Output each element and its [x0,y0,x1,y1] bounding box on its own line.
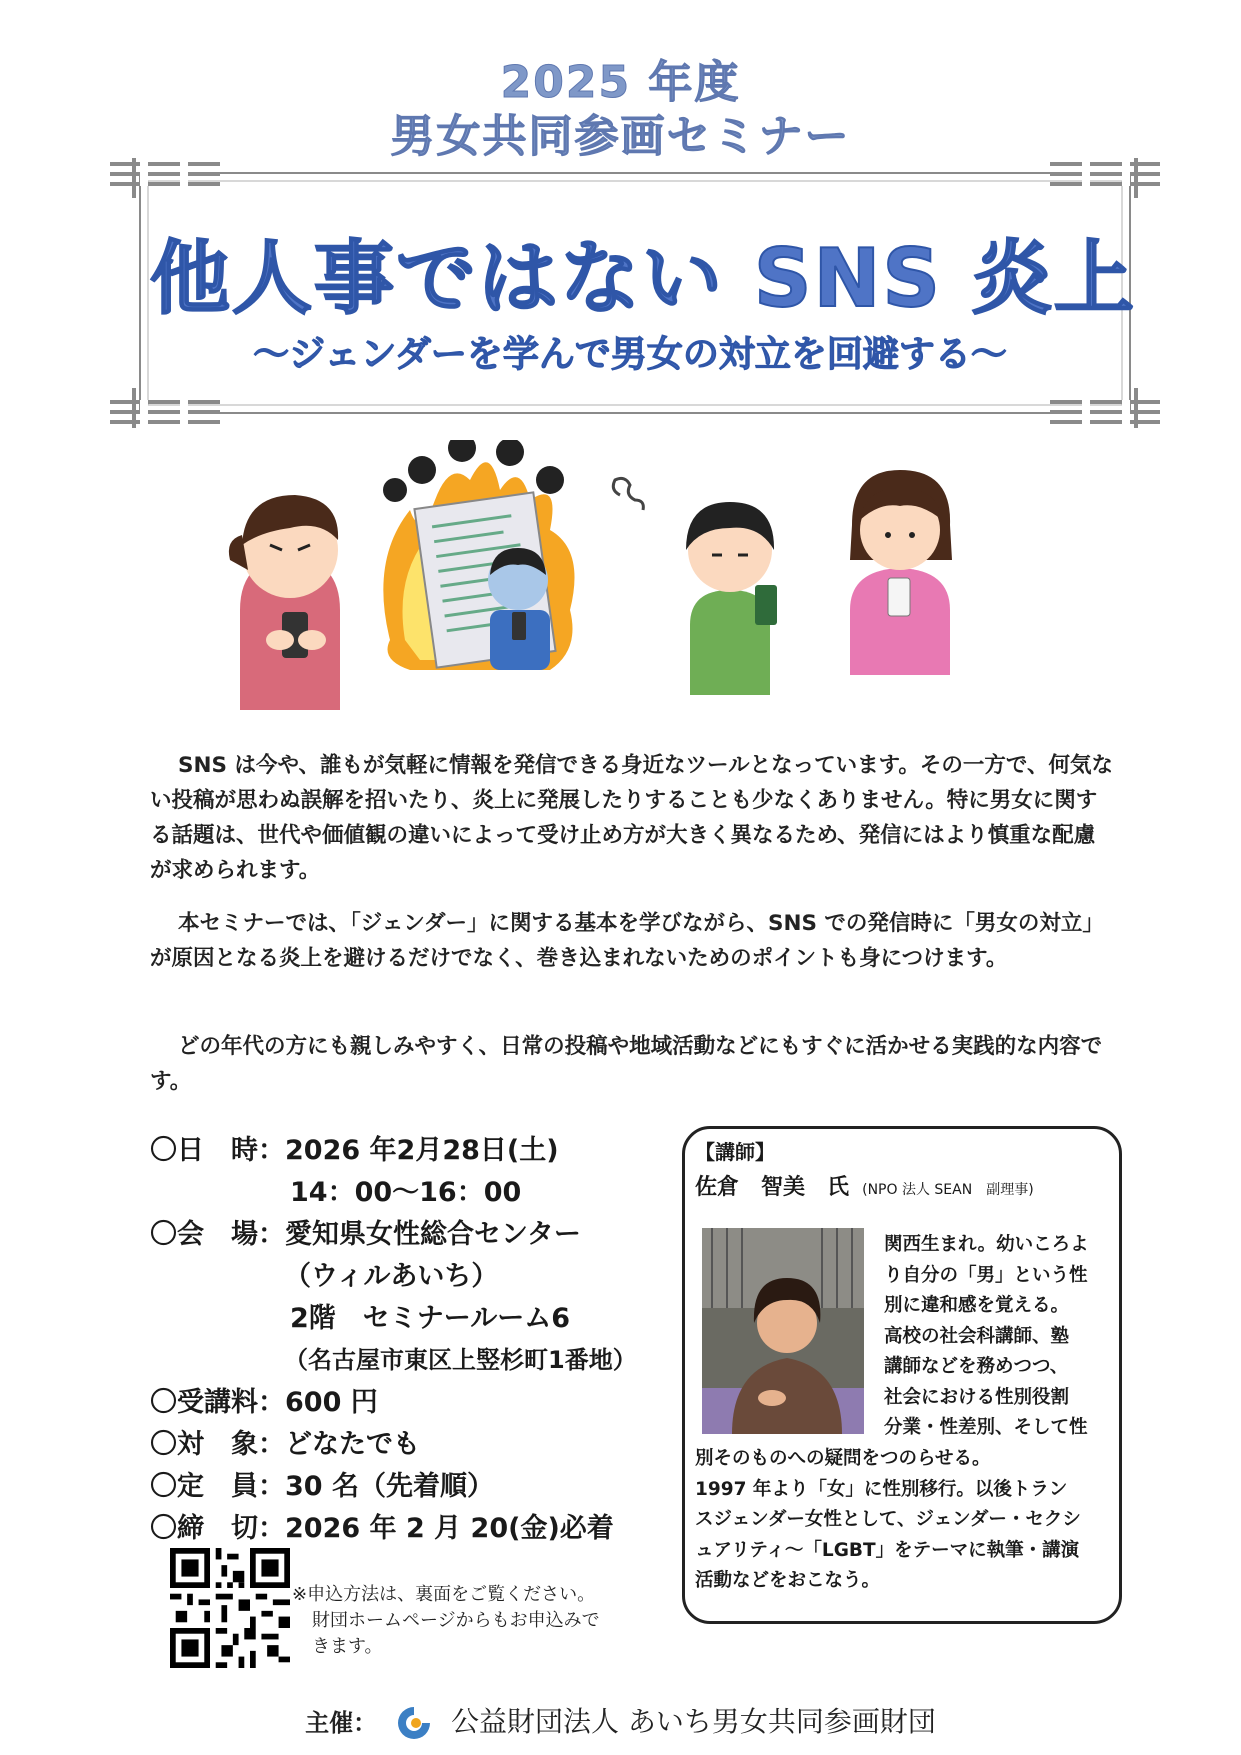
bio-side-line: 高校の社会科講師、塾 [884,1325,1070,1347]
bio-full-line: 別そのものへの疑問をつのらせる。 [695,1448,991,1469]
target-value: どなたでも [285,1429,420,1460]
bio-full-line: 活動などをおこなう。 [695,1570,881,1591]
venue-label: 〇会 場： [150,1219,285,1250]
seminar-series: 男女共同参画セミナー [390,111,851,162]
organizer [0,1700,1241,1743]
time-value: 14：00～16：00 [290,1177,522,1208]
lecturer-affiliation: (NPO 法人 SEAN 副理事) [862,1182,1034,1198]
capacity-label: 〇定 員： [150,1471,285,1502]
venue-value: 愛知県女性総合センター [285,1219,581,1250]
target-row [150,1422,420,1461]
apply-note-line-1: ※申込方法は、裏面をご覧ください。 [292,1584,596,1605]
main-title: 他人事ではない SNS 炎上 [150,232,1136,325]
date-label: 〇日 時： [150,1135,285,1166]
lecturer-photo [702,1228,864,1434]
apply-note [292,1582,600,1660]
target-label: 〇対 象： [150,1429,285,1460]
fee-label: 〇受講料： [150,1387,285,1418]
sns-flaming-illustration [200,440,1080,730]
venue-address: （名古屋市東区上竪杉町1番地） [284,1346,637,1374]
organizer-name: 公益財団法人 あいち男女共同参画財団 [450,1705,936,1738]
venue-nickname: （ウィルあいち） [284,1261,499,1292]
angry-woman-figure [229,495,340,710]
deadline-value: 2026 年 2 月 20(金)必着 [285,1513,614,1544]
flaming-document [383,440,575,670]
bio-full-line: ュアリティ～「LGBT」をテーマに執筆・講演 [695,1539,1080,1561]
foundation-logo-icon [394,1703,434,1743]
organizer-label: 主催： [305,1709,378,1737]
capacity-value: 30 名（先着順） [285,1471,494,1502]
date-value: 2026 年2月28日(土) [285,1135,559,1166]
capacity-row [150,1464,494,1503]
bio-full-line: スジェンダー女性として、ジェンダー・セクシ [695,1509,1081,1530]
lecturer-name: 佐倉 智美 氏 [695,1175,850,1200]
bio-side-line: 別に違和感を覚える。 [884,1295,1070,1316]
date-row [150,1128,559,1167]
venue-room: 2階 セミナールーム6 [290,1303,571,1334]
qr-code[interactable] [170,1548,290,1668]
venue-row [150,1212,581,1251]
lecturer-heading: 【講師】 [695,1140,775,1164]
bio-side-line: 社会における性別役割 [884,1386,1070,1408]
intro-paragraph-1: SNS は今や、誰もが気軽に情報を発信できる身近なツールとなっています。その一方で、何気ない投稿が思わぬ誤解を招いたり、炎上に発展したりすることも少なくありません。特に男女に関する話題は、世代や価値観の違いによって受け止め方が大きく異なるため、発信にはより慎重な配慮が求められます。 [150,753,1113,883]
bio-full-line: 1997 年より「女」に性別移行。以後トラン [695,1478,1068,1500]
bio-side-line: 関西生まれ。幼いころよ [884,1234,1089,1255]
fee-row [150,1380,378,1419]
intro-paragraph-3: どの年代の方にも親しみやすく、日常の投稿や地域活動などにもすぐに活かせる実践的な内容です。 [150,1034,1103,1094]
bio-side-line: 分業・性差別、そして性 [884,1417,1088,1438]
intro-paragraph-2: 本セミナーでは、「ジェンダー」に関する基本を学びながら、SNS での発信時に「男女の対立」が原因となる炎上を避けるだけでなく、巻き込まれないためのポイントも身につけます。 [150,911,1104,971]
bio-side-line: り自分の「男」という性 [884,1264,1088,1286]
worried-woman-figure [850,470,952,675]
annoyed-boy-figure [613,478,777,695]
deadline-label: 〇締 切： [150,1513,285,1544]
lecturer-bio-side [884,1230,1116,1444]
subtitle: ～ジェンダーを学んで男女の対立を回避する～ [253,334,1007,375]
event-year: 2025 年度 [500,57,741,108]
lecturer-bio-full [695,1444,1113,1597]
deadline-row [150,1506,614,1545]
lecturer-name-row [695,1170,1034,1201]
apply-note-line-3: きます。 [312,1636,383,1657]
fee-value: 600 円 [285,1387,378,1418]
bio-side-line: 講師などを務めつつ、 [884,1356,1069,1377]
apply-note-line-2: 財団ホームページからもお申込みで [312,1610,600,1631]
